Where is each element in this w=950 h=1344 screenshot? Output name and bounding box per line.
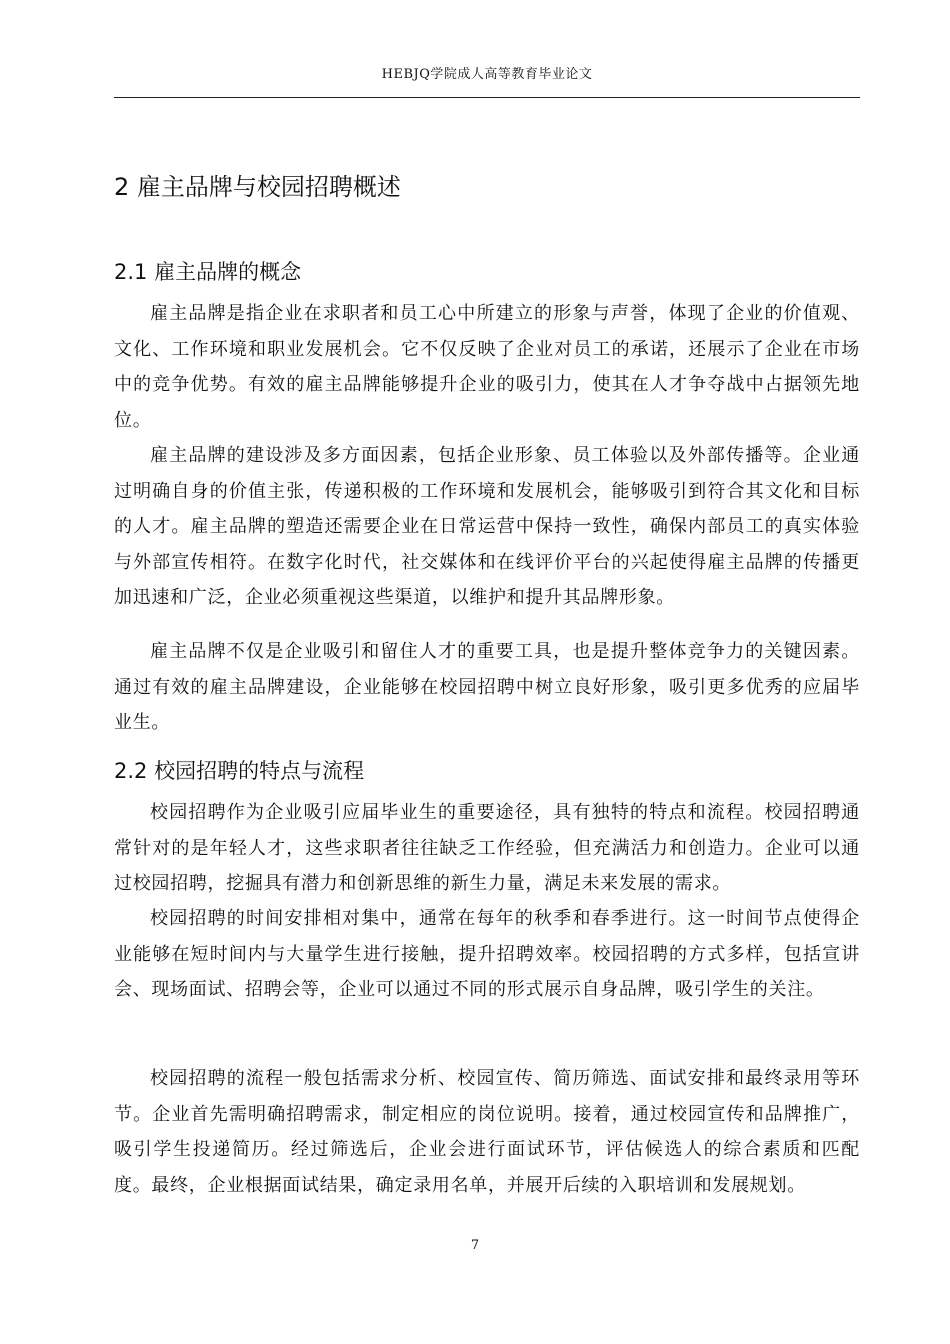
paragraph: 雇主品牌不仅是企业吸引和留住人才的重要工具，也是提升整体竞争力的关键因素。通过有效的雇主品牌建设，企业能够在校园招聘中树立良好形象，吸引更多优秀的应届毕业生。 (114, 641, 860, 733)
page-number: 7 (470, 1238, 480, 1253)
paragraph: 雇主品牌是指企业在求职者和员工心中所建立的形象与声誉，体现了企业的价值观、文化、工作环境和职业发展机会。它不仅反映了企业对员工的承诺，还展示了企业在市场中的竞争优势。有效的雇主品牌能够提升企业的吸引力，使其在人才争夺战中占据领先地位。 (114, 303, 860, 431)
paragraph: 校园招聘的流程一般包括需求分析、校园宣传、简历筛选、面试安排和最终录用等环节。企业首先需明确招聘需求，制定相应的岗位说明。接着，通过校园宣传和品牌推广，吸引学生投递简历。经过筛选后，企业会进行面试环节，评估候选人的综合素质和匹配度。最终，企业根据面试结果，确定录用名单，并展开后续的入职培训和发展规划。 (114, 1068, 860, 1196)
section-title-2-1: 2.1 雇主品牌的概念 (114, 260, 302, 284)
chapter-title: 2 雇主品牌与校园招聘概述 (114, 173, 401, 201)
running-header: HEBJQ学院成人高等教育毕业论文 (381, 67, 593, 82)
paragraph: 雇主品牌的建设涉及多方面因素，包括企业形象、员工体验以及外部传播等。企业通过明确自身的价值主张，传递积极的工作环境和发展机会，能够吸引到符合其文化和目标的人才。雇主品牌的塑造还需要企业在日常运营中保持一致性，确保内部员工的真实体验与外部宣传相符。在数字化时代，社交媒体和在线评价平台的兴起使得雇主品牌的传播更加迅速和广泛，企业必须重视这些渠道，以维护和提升其品牌形象。 (114, 445, 860, 608)
header-divider (114, 97, 860, 98)
paragraph: 校园招聘的时间安排相对集中，通常在每年的秋季和春季进行。这一时间节点使得企业能够在短时间内与大量学生进行接触，提升招聘效率。校园招聘的方式多样，包括宣讲会、现场面试、招聘会等，企业可以通过不同的形式展示自身品牌，吸引学生的关注。 (114, 908, 860, 1000)
section-title-2-2: 2.2 校园招聘的特点与流程 (114, 759, 365, 783)
paragraph: 校园招聘作为企业吸引应届毕业生的重要途径，具有独特的特点和流程。校园招聘通常针对的是年轻人才，这些求职者往往缺乏工作经验，但充满活力和创造力。企业可以通过校园招聘，挖掘具有潜力和创新思维的新生力量，满足未来发展的需求。 (114, 802, 860, 894)
